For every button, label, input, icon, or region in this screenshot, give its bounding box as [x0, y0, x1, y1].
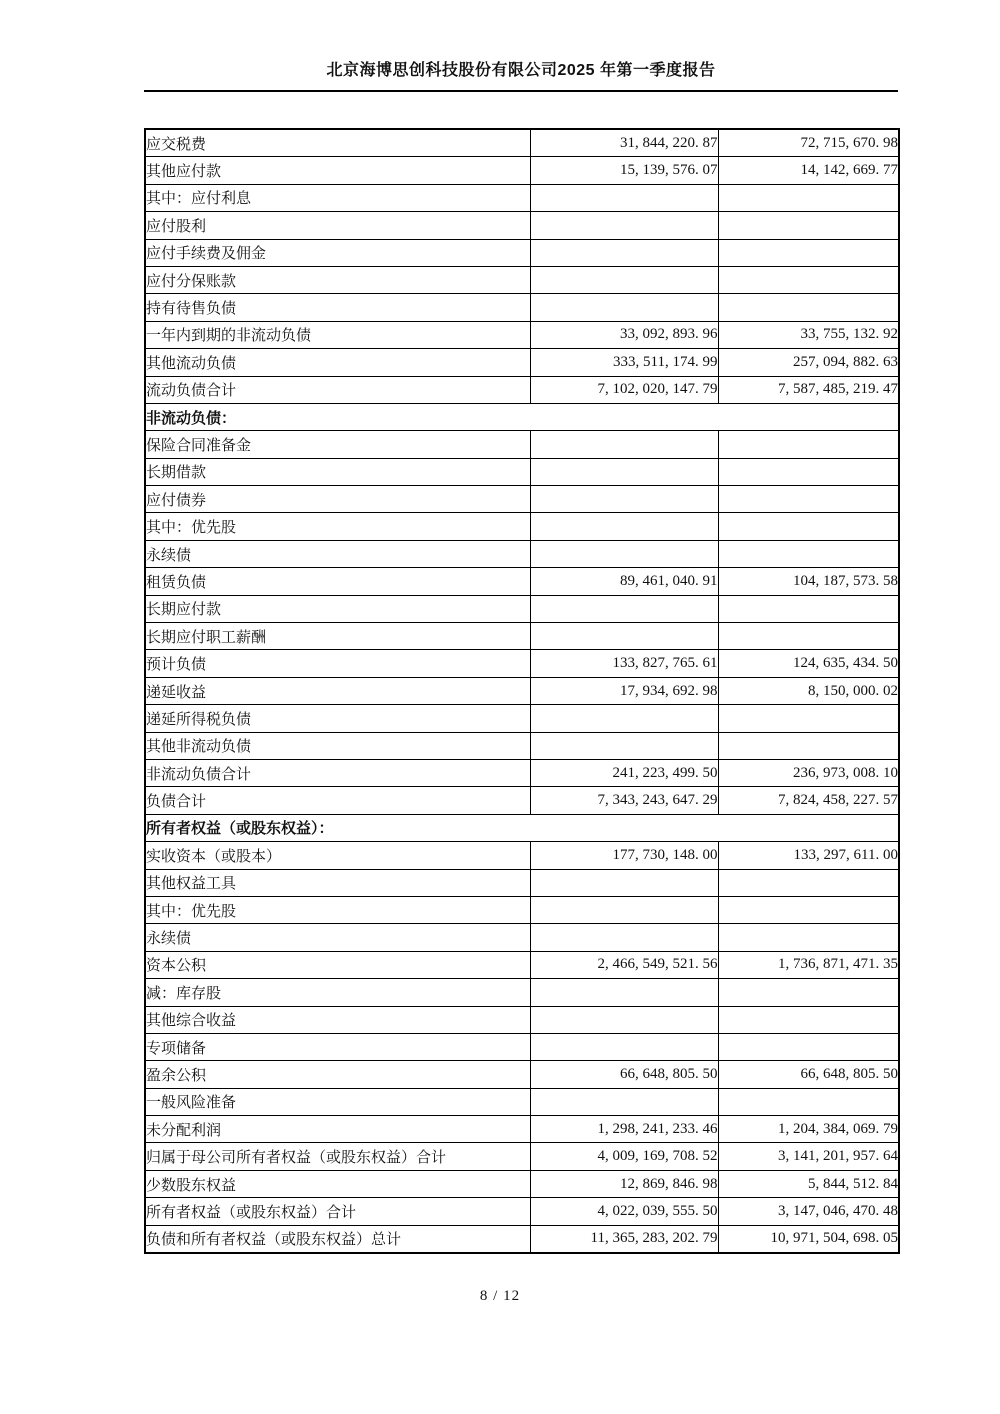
table-row: [145, 924, 899, 951]
report-title: 北京海博思创科技股份有限公司2025 年第一季度报告: [326, 62, 716, 79]
row-label: 递延收益: [145, 677, 530, 704]
table-row: [145, 1143, 899, 1170]
table-row: [145, 540, 899, 567]
row-value-col1: [530, 705, 718, 732]
row-value-col2: 3, 141, 201, 957. 64: [718, 1143, 899, 1170]
row-value-col1: 66, 648, 805. 50: [530, 1061, 718, 1088]
row-label: 负债合计: [145, 787, 530, 814]
row-value-col2: [718, 732, 899, 759]
table-row: [145, 513, 899, 540]
row-value-col1: [530, 486, 718, 513]
row-value-col2: 257, 094, 882. 63: [718, 349, 899, 376]
row-value-col2: [718, 623, 899, 650]
row-value-col1: 333, 511, 174. 99: [530, 349, 718, 376]
row-value-col1: 177, 730, 148. 00: [530, 842, 718, 869]
row-value-col1: 15, 139, 576. 07: [530, 157, 718, 184]
row-label: 盈余公积: [145, 1061, 530, 1088]
table-row: [145, 129, 899, 157]
row-value-col2: 3, 147, 046, 470. 48: [718, 1198, 899, 1225]
row-value-col2: 72, 715, 670. 98: [718, 129, 899, 157]
table-row: [145, 842, 899, 869]
row-value-col2: 104, 187, 573. 58: [718, 568, 899, 595]
row-value-col2: [718, 1033, 899, 1060]
row-value-col2: 1, 204, 384, 069. 79: [718, 1116, 899, 1143]
table-row: [145, 431, 899, 458]
table-row: [145, 732, 899, 759]
row-value-col1: 11, 365, 283, 202. 79: [530, 1225, 718, 1253]
row-label: 其他流动负债: [145, 349, 530, 376]
row-label: 应付股利: [145, 212, 530, 239]
row-value-col1: [530, 896, 718, 923]
row-value-col1: 2, 466, 549, 521. 56: [530, 951, 718, 978]
row-value-col1: 4, 009, 169, 708. 52: [530, 1143, 718, 1170]
row-value-col2: [718, 431, 899, 458]
row-label: 其他非流动负债: [145, 732, 530, 759]
row-value-col2: [718, 513, 899, 540]
table-row: [145, 321, 899, 348]
table-row: [145, 979, 899, 1006]
row-value-col1: 7, 343, 243, 647. 29: [530, 787, 718, 814]
row-value-col2: [718, 294, 899, 321]
table-row: [145, 376, 899, 403]
row-value-col2: [718, 540, 899, 567]
row-label: 其中：应付利息: [145, 184, 530, 211]
row-label: 永续债: [145, 924, 530, 951]
row-label: 少数股东权益: [145, 1170, 530, 1197]
row-label: 一般风险准备: [145, 1088, 530, 1115]
row-value-col1: [530, 623, 718, 650]
row-label: 减：库存股: [145, 979, 530, 1006]
row-value-col1: [530, 458, 718, 485]
table-row: [145, 266, 899, 293]
table-row: [145, 349, 899, 376]
row-value-col1: [530, 540, 718, 567]
row-value-col2: [718, 705, 899, 732]
table-row: [145, 157, 899, 184]
row-value-col1: [530, 239, 718, 266]
row-label: 负债和所有者权益（或股东权益）总计: [145, 1225, 530, 1253]
page-number: 8 / 12: [479, 1288, 521, 1304]
row-label: 未分配利润: [145, 1116, 530, 1143]
row-label: 长期应付职工薪酬: [145, 623, 530, 650]
row-label: 递延所得税负债: [145, 705, 530, 732]
table-row: [145, 458, 899, 485]
row-value-col2: 66, 648, 805. 50: [718, 1061, 899, 1088]
table-row: [145, 294, 899, 321]
row-value-col2: [718, 212, 899, 239]
row-value-col1: 133, 827, 765. 61: [530, 650, 718, 677]
row-label: 其他权益工具: [145, 869, 530, 896]
row-label: 永续债: [145, 540, 530, 567]
table-row: [145, 1198, 899, 1225]
title-underline-rule: [144, 90, 898, 92]
row-value-col2: [718, 896, 899, 923]
balance-sheet-body: [145, 129, 899, 1253]
table-row: [145, 486, 899, 513]
row-value-col2: 124, 635, 434. 50: [718, 650, 899, 677]
row-value-col1: [530, 266, 718, 293]
table-row: [145, 212, 899, 239]
row-label: 归属于母公司所有者权益（或股东权益）合计: [145, 1143, 530, 1170]
row-value-col2: [718, 266, 899, 293]
row-label: 长期应付款: [145, 595, 530, 622]
row-value-col1: [530, 212, 718, 239]
row-value-col1: [530, 732, 718, 759]
row-value-col1: [530, 869, 718, 896]
row-value-col1: [530, 184, 718, 211]
row-label: 一年内到期的非流动负债: [145, 321, 530, 348]
row-label: 其他应付款: [145, 157, 530, 184]
row-label: 非流动负债合计: [145, 759, 530, 786]
row-value-col1: 31, 844, 220. 87: [530, 129, 718, 157]
table-row: [145, 1116, 899, 1143]
table-row: [145, 705, 899, 732]
table-row: [145, 869, 899, 896]
table-row: [145, 677, 899, 704]
row-value-col2: 236, 973, 008. 10: [718, 759, 899, 786]
row-value-col2: [718, 979, 899, 1006]
row-label: 资本公积: [145, 951, 530, 978]
table-row: [145, 623, 899, 650]
table-row: [145, 787, 899, 814]
row-value-col1: 89, 461, 040. 91: [530, 568, 718, 595]
row-label: 专项储备: [145, 1033, 530, 1060]
row-label: 其中：优先股: [145, 896, 530, 923]
section-header-cell: 非流动负债：: [145, 403, 899, 430]
row-value-col1: [530, 431, 718, 458]
table-row: [145, 814, 899, 841]
row-value-col2: 7, 587, 485, 219. 47: [718, 376, 899, 403]
row-value-col2: 33, 755, 132. 92: [718, 321, 899, 348]
row-value-col2: [718, 1006, 899, 1033]
row-value-col1: [530, 924, 718, 951]
row-label: 租赁负债: [145, 568, 530, 595]
row-label: 其中：优先股: [145, 513, 530, 540]
table-row: [145, 568, 899, 595]
row-label: 应付手续费及佣金: [145, 239, 530, 266]
row-value-col2: [718, 239, 899, 266]
row-value-col1: 1, 298, 241, 233. 46: [530, 1116, 718, 1143]
table-row: [145, 1225, 899, 1253]
row-value-col2: [718, 486, 899, 513]
row-value-col1: [530, 513, 718, 540]
table-row: [145, 1170, 899, 1197]
row-value-col1: [530, 1033, 718, 1060]
row-value-col2: 1, 736, 871, 471. 35: [718, 951, 899, 978]
table-row: [145, 239, 899, 266]
table-row: [145, 403, 899, 430]
row-value-col1: [530, 979, 718, 1006]
table-row: [145, 1006, 899, 1033]
row-label: 保险合同准备金: [145, 431, 530, 458]
table-row: [145, 1088, 899, 1115]
table-row: [145, 650, 899, 677]
row-value-col2: 14, 142, 669. 77: [718, 157, 899, 184]
row-value-col2: 133, 297, 611. 00: [718, 842, 899, 869]
table-row: [145, 1033, 899, 1060]
row-value-col1: 33, 092, 893. 96: [530, 321, 718, 348]
row-value-col2: [718, 458, 899, 485]
row-label: 实收资本（或股本）: [145, 842, 530, 869]
row-value-col1: [530, 1006, 718, 1033]
row-value-col1: 12, 869, 846. 98: [530, 1170, 718, 1197]
table-row: [145, 951, 899, 978]
row-label: 其他综合收益: [145, 1006, 530, 1033]
row-label: 应交税费: [145, 129, 530, 157]
row-value-col1: 241, 223, 499. 50: [530, 759, 718, 786]
row-value-col2: [718, 869, 899, 896]
row-value-col2: [718, 184, 899, 211]
row-value-col2: [718, 595, 899, 622]
row-value-col2: 8, 150, 000. 02: [718, 677, 899, 704]
row-label: 持有待售负债: [145, 294, 530, 321]
table-row: [145, 1061, 899, 1088]
section-header-cell: 所有者权益（或股东权益）：: [145, 814, 899, 841]
row-label: 应付债券: [145, 486, 530, 513]
row-value-col1: 7, 102, 020, 147. 79: [530, 376, 718, 403]
row-value-col1: [530, 1088, 718, 1115]
row-value-col1: [530, 294, 718, 321]
row-value-col1: 4, 022, 039, 555. 50: [530, 1198, 718, 1225]
row-value-col1: 17, 934, 692. 98: [530, 677, 718, 704]
row-value-col2: 10, 971, 504, 698. 05: [718, 1225, 899, 1253]
row-label: 流动负债合计: [145, 376, 530, 403]
row-value-col2: [718, 1088, 899, 1115]
row-label: 应付分保账款: [145, 266, 530, 293]
table-row: [145, 896, 899, 923]
row-value-col2: 5, 844, 512. 84: [718, 1170, 899, 1197]
table-row: [145, 184, 899, 211]
row-value-col1: [530, 595, 718, 622]
row-value-col2: [718, 924, 899, 951]
table-row: [145, 595, 899, 622]
balance-sheet-table: [144, 128, 900, 1254]
row-label: 长期借款: [145, 458, 530, 485]
table-row: [145, 759, 899, 786]
row-value-col2: 7, 824, 458, 227. 57: [718, 787, 899, 814]
row-label: 预计负债: [145, 650, 530, 677]
row-label: 所有者权益（或股东权益）合计: [145, 1198, 530, 1225]
